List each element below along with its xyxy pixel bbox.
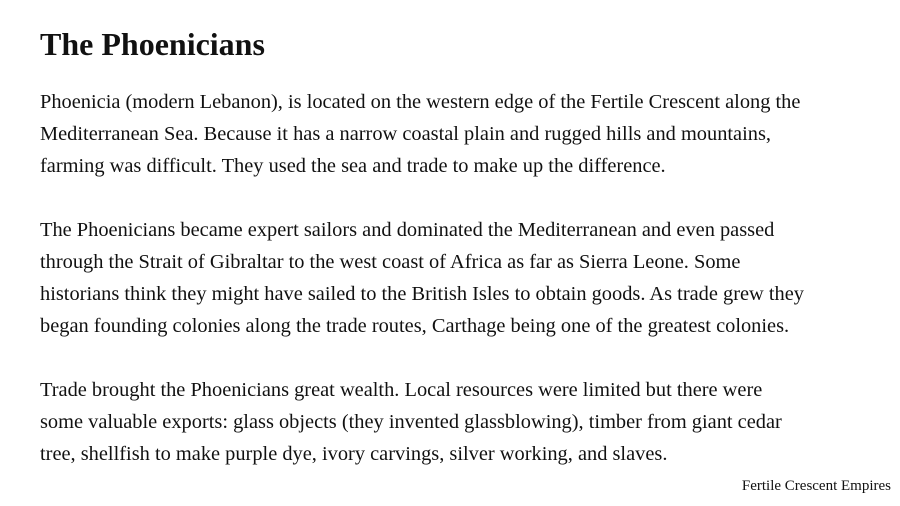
paragraph-line: Trade brought the Phoenicians great wealth. Local resources were limited but there were xyxy=(40,379,763,401)
paragraph-line: farming was difficult. They used the sea and trade to make up the difference. xyxy=(40,155,666,177)
slide-footer: Fertile Crescent Empires xyxy=(741,478,891,494)
paragraph-line: Mediterranean Sea. Because it has a narrow coastal plain and rugged hills and mountains, xyxy=(40,123,771,145)
paragraph-line: historians think they might have sailed to the British Isles to obtain goods. As trade grew they xyxy=(40,283,804,305)
paragraph-line: through the Strait of Gibraltar to the west coast of Africa as far as Sierra Leone. Some xyxy=(40,251,741,273)
slide-title: The Phoenicians xyxy=(40,26,265,62)
paragraph-line: The Phoenicians became expert sailors and dominated the Mediterranean and even passed xyxy=(40,219,775,241)
paragraph-line: Phoenicia (modern Lebanon), is located on the western edge of the Fertile Crescent along the xyxy=(40,91,801,113)
paragraph-line: some valuable exports: glass objects (they invented glassblowing), timber from giant cedar xyxy=(40,411,782,433)
paragraph-line: began founding colonies along the trade routes, Carthage being one of the greatest colonies. xyxy=(40,315,790,337)
paragraph-sailing xyxy=(40,214,885,342)
slide-body xyxy=(40,86,885,502)
paragraph-geography xyxy=(40,86,885,182)
paragraph-line: tree, shellfish to make purple dye, ivory carvings, silver working, and slaves. xyxy=(40,443,668,465)
paragraph-trade xyxy=(40,374,885,470)
